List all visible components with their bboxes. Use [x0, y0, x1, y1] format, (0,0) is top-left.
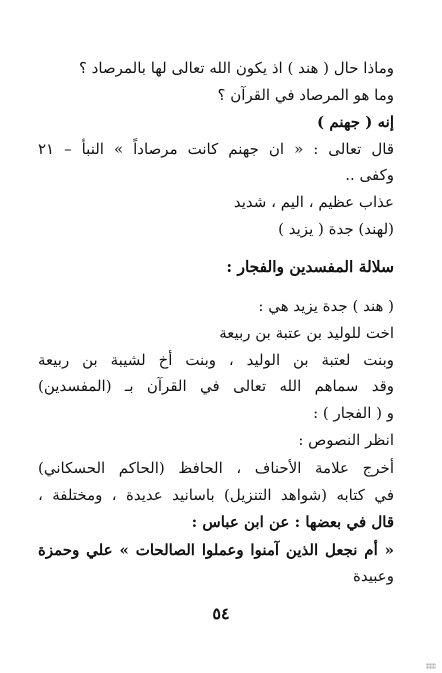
text-line-4: قال تعالى : « ان جهنم كانت مرصاداً » النبأ – ٢١	[38, 140, 394, 158]
text-line-12: وقد سماهم الله تعالى في القرآن بـ (المفسدين)	[38, 377, 394, 395]
text-line-14: انظر النصوص :	[298, 431, 394, 449]
text-line-3: إنه ( جهنم )	[317, 113, 394, 131]
text-line-9: ( هند ) جدة يزيد هي :	[258, 297, 394, 315]
text-line-19: وعبيدة	[353, 567, 394, 585]
section-heading: سلالة المفسدين والفجار :	[226, 257, 394, 276]
text-line-2: وما هو المرصاد في القرآن ؟	[217, 86, 394, 104]
scan-speck	[426, 663, 436, 669]
quote-line: « أم نجعل الذين آمنوا وعملوا الصالحات » علي وحمزة	[38, 541, 394, 559]
text-line-10: اخت للوليد بن عتبة بن ربيعة	[219, 324, 394, 342]
text-line-16: في كتابه (شواهد التنزيل) باسانيد عديدة ، ومختلفة ،	[38, 486, 394, 504]
text-line-5: وكفى ..	[345, 166, 394, 184]
text-line-11: وبنت لعتبة بن الوليد ، وبنت أخ لشيبة بن ربيعة	[38, 351, 394, 369]
text-line-6: عذاب عظيم ، اليم ، شديد	[233, 193, 394, 211]
text-line-17: قال في بعضها : عن ابن عباس :	[191, 513, 394, 531]
text-line-1: وماذا حال ( هند ) اذ يكون الله تعالى لها بالمرصاد ؟	[78, 59, 394, 77]
text-line-7: (لهند) جدة ( يزيد )	[278, 220, 394, 238]
text-line-13: و ( الفجار ) :	[313, 404, 394, 422]
text-line-15: أخرج علامة الأحناف ، الحافظ (الحاكم الحسكاني)	[38, 459, 394, 477]
page-number: ٥٤	[212, 604, 230, 623]
